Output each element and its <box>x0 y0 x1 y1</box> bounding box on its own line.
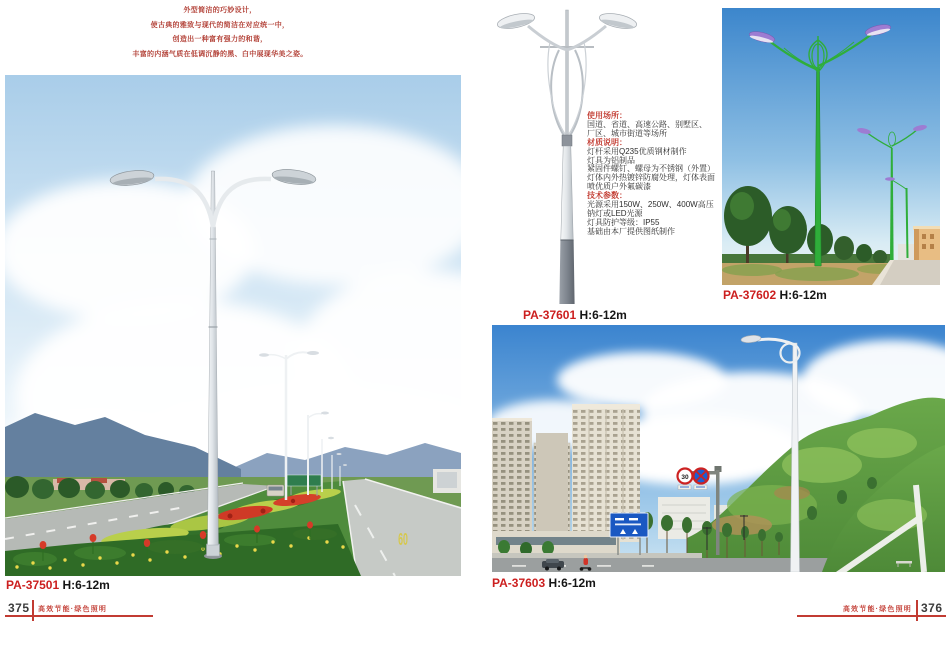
product-label-pa37602 <box>723 288 827 302</box>
footer-rule-left <box>5 615 153 617</box>
photo-pa37603 <box>492 325 945 572</box>
photo-pa37501 <box>5 75 461 576</box>
spec-line: 喷优质户外氟碳漆 <box>587 182 651 192</box>
svg-text:30: 30 <box>681 474 689 481</box>
spec-line: 基础由本厂提供图纸制作 <box>587 226 675 236</box>
distant-bus <box>267 485 284 496</box>
product-height: H:6-12m <box>779 288 827 302</box>
highway-lamp-photo <box>5 75 461 576</box>
intro-line: 创造出一种富有强力的和谐， <box>172 36 268 43</box>
footer-slogan-right: 高效节能·绿色照明 <box>842 606 912 613</box>
product-height: H:6-12m <box>579 308 627 322</box>
spec-line: 国道、省道、高速公路、别墅区、 <box>587 119 707 129</box>
product-height: H:6-12m <box>548 576 596 590</box>
intro-text <box>120 4 320 62</box>
photo-pa37602 <box>722 8 940 285</box>
spec-panel <box>587 112 721 237</box>
product-label-pa37601 <box>523 308 627 322</box>
page-number-left: 375 <box>8 601 30 615</box>
footer-divider-left <box>32 600 34 621</box>
product-label-pa37501 <box>6 578 110 592</box>
road-speed-marking: 60 <box>398 528 408 549</box>
spec-section-title-usage: 使用场所： <box>587 111 627 120</box>
spec-line: 钠灯或LED光源 <box>587 208 643 218</box>
spec-line: 厂区、城市街道等场所 <box>587 128 667 138</box>
spec-section-title-material: 材质说明： <box>587 137 627 147</box>
speed-limit-sign <box>678 469 693 484</box>
spec-line: 灯杆采用Q235优质钢材制作 <box>587 146 687 156</box>
spec-line: 灯具防护等级：IP55 <box>587 217 660 227</box>
spec-line: 灯体内外热镀锌防腐处理，灯体表面 <box>587 173 715 183</box>
city-lamp-photo <box>492 325 945 572</box>
intro-line: 丰富的内涵气质在低调沉静的黑、白中展现华美之姿。 <box>132 50 308 58</box>
footer-rule-right <box>797 615 946 617</box>
no-stopping-sign <box>694 469 709 484</box>
spec-line: 紧固件螺钉、螺母为不锈钢（外置） <box>587 164 715 174</box>
page-number-right: 376 <box>921 601 943 615</box>
footer-divider-right <box>916 600 918 621</box>
product-code: PA-37501 <box>6 578 60 592</box>
footer-slogan-left: 高效节能·绿色照明 <box>38 606 108 613</box>
intro-line: 使古典的雅致与现代的简洁在对应统一中， <box>150 21 290 29</box>
product-code: PA-37602 <box>723 288 777 302</box>
green-lamp-photo <box>722 8 940 285</box>
product-code: PA-37603 <box>492 576 546 590</box>
spec-line: 灯具为铝制品 <box>587 155 635 165</box>
product-height: H:6-12m <box>62 578 110 592</box>
spec-section-title-tech: 技术参数： <box>587 191 627 201</box>
intro-line: 外型简洁的巧妙设计， <box>183 7 257 14</box>
product-code: PA-37601 <box>523 308 577 322</box>
spec-line: 光源采用150W、250W、400W高压 <box>587 200 714 210</box>
product-label-pa37603 <box>492 576 596 590</box>
